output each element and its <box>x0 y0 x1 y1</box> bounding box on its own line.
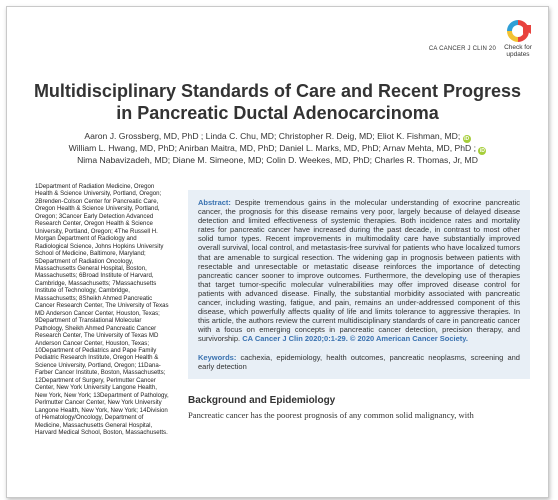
abstract-box <box>188 190 530 379</box>
author-line-1-text: Aaron J. Grossberg, MD, PhD ; Linda C. Chu, MD; Christopher R. Deig, MD; Eliot K. Fishman, MD; <box>84 131 461 141</box>
orcid-icon[interactable]: iD <box>479 148 485 154</box>
badge-label-2: updates <box>506 51 530 58</box>
affiliations: 1Department of Radiation Medicine, Oregon Health & Science University, Portland, Oregon; 2Brenden-Colson Center for Pancreatic Care, Oregon Health & Science University, Portland, Oregon; 3Cancer Early Detection Advanced Research Center, Oregon Health & Science University, Portland, Oregon; 4The Russell H. Morgan Department of Radiology and Radiological Science, Johns Hopkins University School of Medicine, Baltimore, Maryland; 5Department of Radiation Oncology, Massachusetts General Hospital, Boston, Massachusetts; 6Broad Institute of Harvard, Cambridge, Massachusetts; 7Massachusetts Institute of Technology, Cambridge, Massachusetts; 8Sheikh Ahmed Pancreatic Cancer Research Center, The University of Texas MD Anderson Cancer Center, Houston, Texas; 9Department of Translational Molecular Pathology, Sheikh Ahmed Pancreatic Cancer Research Center, The University of Texas MD Anderson Cancer Center, Houston, Texas; 10Department of Pediatrics and Pape Family Pediatric Research Institute, Oregon Health & Science University, Portland, Oregon; 11Dana-Farber Cancer Institute, Boston, Massachusetts; 12Department of Surgery, Perlmutter Cancer Center, New York University Langone Health, New York, New York; 13Department of Pathology, Perlmutter Cancer Center, New York University Langone Health, New York, New York; 14Division of Hematology/Oncology, Department of Medicine, Massachusetts General Hospital, Harvard Medical School, Boston, Massachusetts. <box>35 183 169 436</box>
section-heading: Background and Epidemiology <box>188 395 336 406</box>
abstract-text: Despite tremendous gains in the molecular understanding of exocrine pancreatic cancer, the prognosis for this disease remains very poor, largely because of delayed disease detection and limited effectiveness of systemic therapies. Both incidence rates and mortality rates for pancreatic cancer have increased during the past decade, in contrast to most other solid tumor types. Recent improvements in multimodality care have substantially improved overall survival, local control, and metastasis-free survival for patients who have localized tumors that are amenable to surgical resection. The widening gap in prognosis between patients with resectable and unresectable or metastatic disease reinforces the importance of detecting pancreatic cancer sooner to improve outcomes. Furthermore, the developing use of therapies that target tumor-specific molecular vulnerabilities may offer improved disease control for patients with advanced disease. Finally, the substantial morbidity associated with pancreatic cancer, including wasting, fatigue, and pain, remains an under-addressed component of this disease, which powerfully affects quality of life and limits tolerance to aggressive therapies. In this article, the authors review the current multidisciplinary standards of care in pancreatic cancer with a focus on emerging concepts in pancreatic cancer detection, precision therapy, and survivorship. <box>198 198 520 344</box>
keywords <box>198 353 520 371</box>
crossmark-icon <box>507 20 529 42</box>
orcid-icon[interactable]: iD <box>464 136 470 142</box>
badge-label-1: Check for <box>504 44 532 51</box>
author-line-1 <box>21 131 534 143</box>
abstract-label: Abstract: <box>198 198 231 207</box>
check-for-updates-button[interactable] <box>498 20 538 70</box>
journal-running-head: CA CANCER J CLIN 20 <box>428 46 496 52</box>
author-line-2-text: William L. Hwang, MD, PhD; Anirban Maitra, MD, PhD; Daniel L. Marks, MD, PhD; Arnav Mehta, MD, PhD ; <box>68 143 476 153</box>
abstract-citation: CA Cancer J Clin 2020;0:1-29. © 2020 American Cancer Society. <box>242 334 468 344</box>
author-list <box>21 131 534 167</box>
keywords-label: Keywords: <box>198 352 237 362</box>
author-line-3: Nima Nabavizadeh, MD; Diane M. Simeone, MD; Colin D. Weekes, MD, PhD; Charles R. Thomas, Jr, MD <box>77 155 478 165</box>
keywords-text: cachexia, epidemiology, health outcomes, pancreatic neoplasms, screening and early detection <box>198 352 520 371</box>
body-first-line: Pancreatic cancer has the poorest prognosis of any common solid malignancy, with <box>188 410 474 420</box>
article-title: Multidisciplinary Standards of Care and Recent Progress in Pancreatic Ductal Adenocarcinoma <box>33 81 522 123</box>
article-page <box>6 6 549 498</box>
author-line-2 <box>21 143 534 155</box>
